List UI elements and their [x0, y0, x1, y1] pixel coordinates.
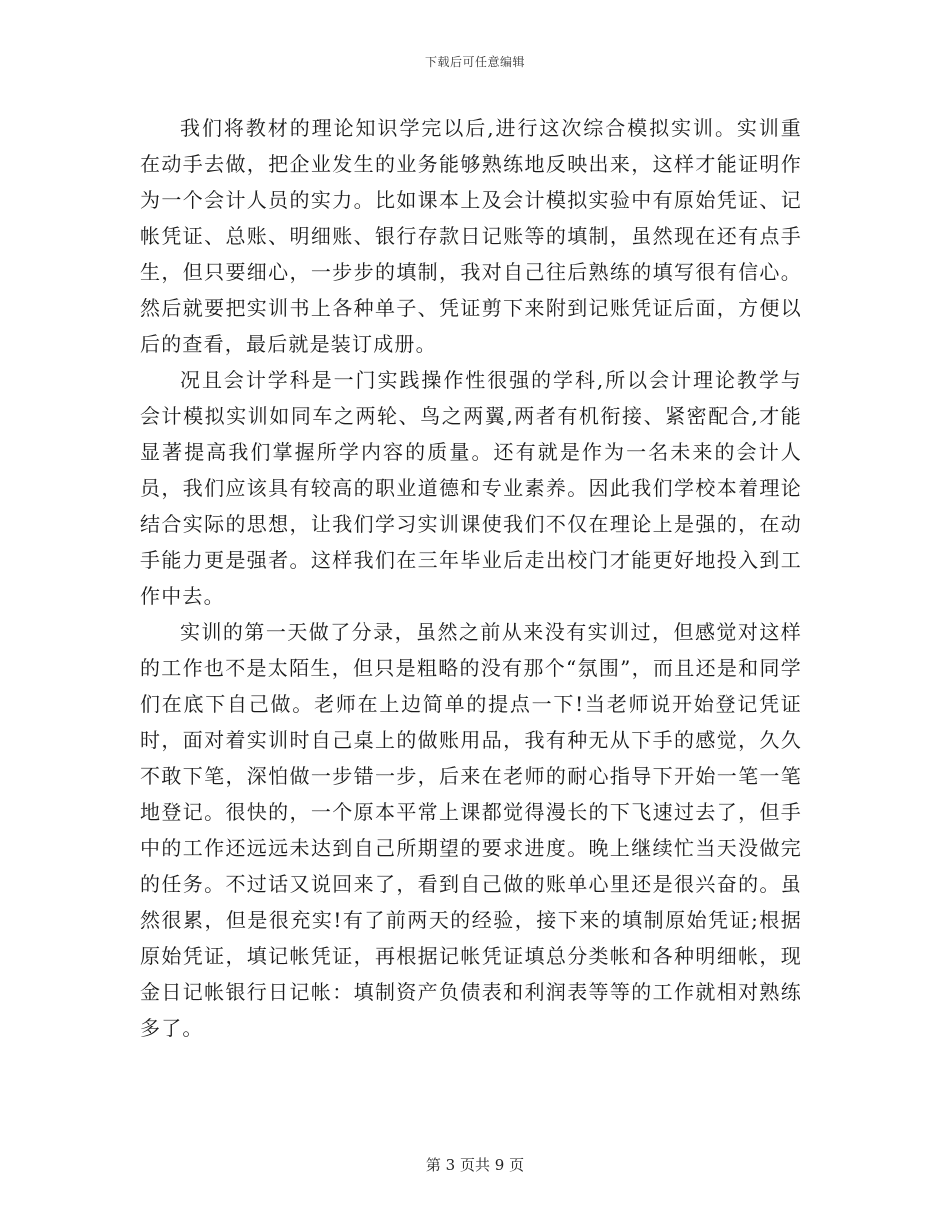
page-footer: 第 3 页共 9 页 — [425, 1156, 525, 1174]
paragraph-2: 况且会计学科是一门实践操作性很强的学科,所以会计理论教学与会计模拟实训如同车之两轮、鸟之两翼,两者有机衔接、紧密配合,才能显著提高我们掌握所学内容的质量。还有就是作为一名未来的会计人员，我们应该具有较高的职业道德和专业素养。因此我们学校本着理论结合实际的思想，让我们学习实训课使我们不仅在理论上是强的，在动手能力更是强者。这样我们在三年毕业后走出校门才能更好地投入到工作中去。 — [140, 368, 802, 608]
page-header: 下载后可任意编辑 — [424, 55, 525, 69]
paragraph-3: 实训的第一天做了分录，虽然之前从来没有实训过，但感觉对这样的工作也不是太陌生，但只是粗略的没有那个“氛围”，而且还是和同学们在底下自己做。老师在上边简单的提点一下!当老师说开始登记凭证时，面对着实训时自己桌上的做账用品，我有种无从下手的感觉，久久不敢下笔，深怕做一步错一步，后来在老师的耐心指导下开始一笔一笔地登记。很快的，一个原本平常上课都觉得漫长的下飞速过去了，但手中的工作还远远未达到自己所期望的要求进度。晚上继续忙当天没做完的任务。不过话又说回来了，看到自己做的账单心里还是很兴奋的。虽然很累，但是很充实!有了前两天的经验，接下来的填制原始凭证;根据原始凭证，填记帐凭证，再根据记帐凭证填总分类帐和各种明细帐，现金日记帐银行日记帐：填制资产负债表和利润表等等的工作就相对熟练多了。 — [140, 620, 802, 1040]
document-body — [140, 110, 802, 1046]
paragraph-1: 我们将教材的理论知识学完以后,进行这次综合模拟实训。实训重在动手去做，把企业发生的业务能够熟练地反映出来，这样才能证明作为一个会计人员的实力。比如课本上及会计模拟实验中有原始凭证、记帐凭证、总账、明细账、银行存款日记账等的填制，虽然现在还有点手生，但只要细心，一步步的填制，我对自己往后熟练的填写很有信心。然后就要把实训书上各种单子、凭证剪下来附到记账凭证后面，方便以后的查看，最后就是装订成册。 — [140, 116, 802, 356]
